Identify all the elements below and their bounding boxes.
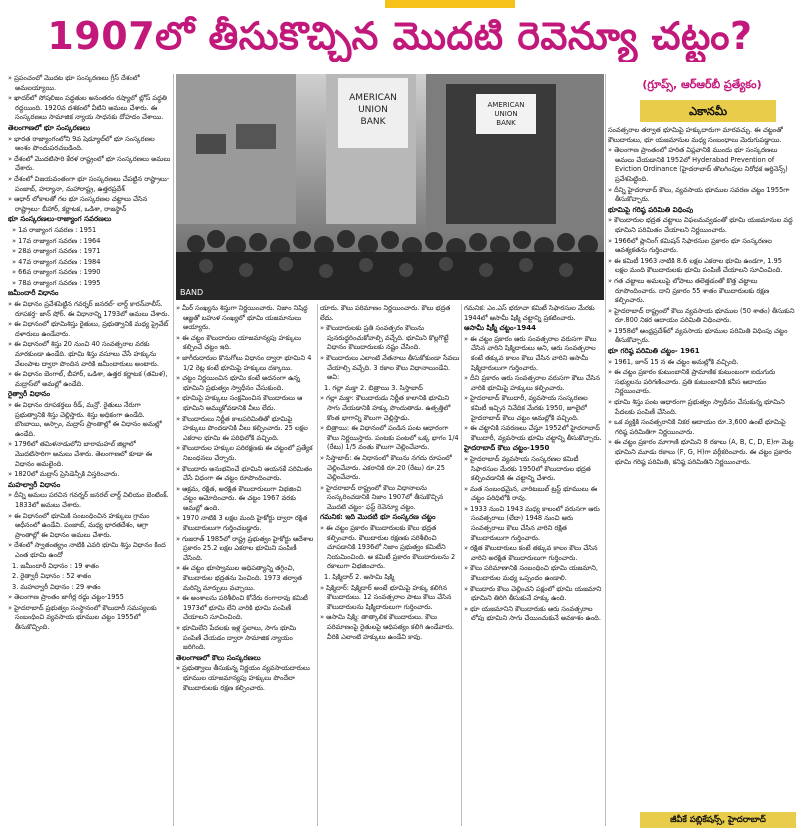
publisher-footer: జీవీకే పబ్లికేషన్స్, హైదరాబాద్ [640,812,796,828]
paragraph: » ఈ అంశాలను పరిశీలించి కోనేరు రంగారావు కమిటీ 1973లో భూమి లేని వారికి భూమి పంపిణీ చేయాలని సూచించింది. [176,594,316,623]
subheading: రైత్వారీ విధానం [8,390,51,399]
paragraph: 1. జమీందారీ విధానం : 19 శాతం [12,561,99,570]
subheading: భూ సంస్కరణలు-రాజ్యాంగ సవరణలు [8,215,112,224]
subheading: మహల్వారీ విధానం [8,480,61,489]
paragraph: యారు. కౌలు పరిమాణం నిర్ణయించారు. కౌలు భద్రత లేదు. [320,304,451,322]
paragraph: » హైదరాబాద్ ప్రభుత్వం సంస్థానంలో కౌలుదారీ సమస్యలకు సంబంధించి వ్యవసాయ భూముల చట్టం 1955లో తీసుకొచ్చింది. [8,604,172,633]
paragraph: » దీన్ని అమలు పరచిన గవర్నర్ జనరల్ లార్డ్ విలియం బెంటింక్. 1833లో అమలు చేశారు. [8,491,172,510]
text-column-5 [608,126,796,808]
subheading: ఆసామీ షిక్మీ చట్టం-1944 [464,324,536,333]
paragraph: » 1వ రాజ్యాంగ సవరణ : 1951 [12,225,97,234]
paragraph: » భూమిపై హక్కులు సంక్రమించిన కౌలుదారులు ఆ భూమిని అమ్ముకోవడానికి వీలు లేదు. [176,394,316,413]
paragraph: » సిస్తాబాద్: ఈ విధానంలో కౌలును నగదు రూపంలో చెల్లించేవారు. ఎకరానికి రూ.20 (రేటు) రూ.25 చెల్లించేవారు. [320,454,460,483]
paragraph: » తెలంగాణ ప్రాంతంలో హరిత విప్లవానికి ముందు భూ సంస్కరణలు అమలు చేయడానికి 1952లో Hyderabad Prevention of Eviction Ordinance (హైదరాబాద్ తొలగింపుల నిరోధక ఆర్డినెన్స్) ప్రవేశపెట్టింది. [608,146,796,184]
bank-photo-illustration [176,74,604,300]
paragraph: » 28వ రాజ్యాంగ సవరణ : 1971 [12,247,101,256]
paragraph: » ఆసామి షిక్మి: తాత్కాలిక కౌలుదారులు. కౌలు పరిమాణంపై రైతులపై ఆధిపత్యం కలిగి ఉండేవారు. వీరికి ఎలాంటి హక్కులు ఉండేవి కావు. [320,613,460,642]
subheading: భూమిపై గరిష్ఠ పరిమితి విధింపు [608,205,694,214]
paragraph: » దీన్ని హైదరాబాద్ కౌలు, వ్యవసాయ భూముల సవరణ చట్టం 1955గా తీసుకొచ్చారు. [608,186,796,205]
paragraph: » చట్టం నిర్ణయించిన భూమి కంటే అదనంగా ఉన్న భూమిని ప్రభుత్వం స్వాధీనం చేసుకుంది. [176,374,316,393]
paragraph: 1. షిక్మిదార్ 2. ఆసామి షిక్మి [324,573,395,582]
column-divider [461,304,462,826]
paragraph: » 1970 నాటికి 3 లక్షల మంది హైకోర్టు ద్వారా రక్షిత కౌలుదారులుగా గుర్తించబడ్డారు. [176,514,316,533]
paragraph: » ఈ విధానంలో శిస్తు 20 నుంచి 40 సంవత్సరాల వరకు మారకుండా ఉండేది. భూమి శిస్తు వసూలు చేసే హక్కును వేలంపాట ద్వారా పొందిన వారికి జమీందారులు అంటారు. [8,340,172,369]
paragraph: » 47వ రాజ్యాంగ సవరణ : 1984 [12,257,101,266]
paragraph: » భారత రాజ్యాంగంలోని 9వ షెడ్యూల్‌లో భూ సంస్కరణల అంశం పొందుపరచబడింది. [8,135,172,154]
bank-sign-2: AMERICAN UNION BANK [487,101,525,127]
paragraph: » హైదరాబాద్ వ్యవసాయ సంస్కరణల కమిటీ సిఫారసుల మేరకు 1950లో కౌలుదారుల భద్రత కల్పించడానికి ఈ చట్టాన్ని చేశారు. [464,455,604,484]
column-divider [173,74,174,826]
paragraph: » ఈ చట్టానికి సవరణలు చేస్తూ 1952లో హైదరాబాద్ కౌలుదారీ, వ్యవసాయ భూమి చట్టాన్ని తీసుకొచ్చారు. [464,424,604,443]
paragraph: » హైదరాబాద్ కౌలుదారీ, వ్యవసాయ సంస్కరణల కమిటీ ఇచ్చిన నివేదిక మేరకు 1950, జూలైలో హైదరాబాద్ కౌలు చట్టం అమల్లోకి వచ్చింది. [464,394,604,423]
paragraph: » దేశంలో మొదటిసారి కేరళ రాష్ట్రంలో భూ సంస్కరణలు అమలు చేశారు. [8,155,172,174]
paragraph: » మీర్ సంఖ్యను శిస్తుగా నిర్ణయించారు. నిజాం నిషిద్ధ ఆజ్ఞతో బహుళ సంఖ్యలో భూమి యజమానులు అయ్యారు. [176,304,316,333]
paragraph: » 17వ రాజ్యాంగ సవరణ : 1964 [12,236,101,245]
bank-run-photo [176,74,604,300]
paragraph: » ఖాదర్‌లో సోషలిజం పద్ధతుల అనంతరం రష్యాలో బ్లోస్ పద్ధతి రద్దయింది. 1920వ దశకంలో వీటిని అమలు చేశారు. ఈ సంస్కరణలు సామాజిక న్యాయ సాధనకు దోహదం చేశాయి. [8,94,172,123]
text-column-1 [8,74,172,826]
paragraph: » 1961, జూన్ 15 న ఈ చట్టం అమల్లోకి వచ్చింది. [608,358,796,368]
paragraph: » ఈ చట్టం ప్రకారం కౌలుదారులకు కౌలు భద్రత కల్పించారు. కౌలుదారుల రక్షణకు పరిశీలించి చూపడానికి 1936లో నిజాం ప్రభుత్వం కమిటీని నియమించింది. ఆ కమిటీ ప్రకారం కౌలుదారులను 2 రకాలుగా విభజించారు. [320,524,460,572]
paragraph: » ఈ విధానంలో భూమికి సంబంధించిన హక్కులు గ్రామం అధీనంలో ఉండేవి. పంజాబ్, మధ్య భారతదేశం, ఆగ్రా ప్రాంతాల్లో ఈ విధానం అమలు చేశారు. [8,512,172,541]
paragraph: » ఒక వ్యక్తికి సంవత్సరానికి నికర ఆదాయం రూ.3,600 ఉంటే భూమిపై గరిష్ఠ పరిమితిగా నిర్ణయించారు. [608,418,796,437]
paragraph: » ఈ విధానంలో భూమిశిస్తు రైతులు, ప్రభుత్వానికి మధ్య ప్రైవేట్ దళారులు ఉండేవారు. [8,320,172,339]
paragraph: » కౌలుదారులకు ప్రతి సంవత్సరం కౌలును పునరుద్ధరించుకోవాల్సి వచ్చేది. భూమిని కొల్లగొట్టే విధానం కౌలుదారులకు నష్టం చేసింది. [320,324,460,353]
paragraph: సంవత్సరాల తర్వాత భూమిపై హక్కుదారుగా మారవచ్చు. ఈ చట్టంతో కౌలుదారులు, భూ యజమానుల మధ్య సంబంధాలు మెరుగుపడ్డాయి. [608,126,783,144]
column-divider [317,304,318,826]
paragraph: » గుజరాత్ 1985లో రాష్ట్ర ప్రభుత్వం హైకోర్టు ఆదేశాల ప్రకారం 25.2 లక్షల ఎకరాల భూమిని పంపిణీ చేసింది. [176,535,316,564]
top-strip [0,0,800,8]
paragraph: గమనిక: ఎం.ఎస్ భరూచా కమిటీ సిఫారసుల మేరకు 1944లో ఆసామీ షిక్మి చట్టాన్ని ప్రకటించారు. [464,304,595,322]
bank-sign-1: AMERICAN UNION BANK [349,93,397,127]
paragraph: » భూమిలేని పేదలకు ఇళ్ల స్థలాలు, సాగు భూమి పంపిణీ చేయడం ద్వారా సామాజిక న్యాయం జరిగింది. [176,624,316,653]
headline: 1907లో తీసుకొచ్చిన మొదటి రెవెన్యూ చట్టం? [47,14,753,58]
subheading: హైదరాబాద్ కౌలు చట్టం-1950 [464,444,550,453]
paragraph: » 1966లో ప్లానింగ్ కమిషన్ సిఫారసుల ప్రకారం భూ సంస్కరణల ఆవశ్యకతను గుర్తించారు. [608,237,796,256]
paragraph: » కౌలుదారుల హక్కుల పరిరక్షణకు ఈ చట్టంలో ప్రత్యేక నిబంధనలు చేర్చారు. [176,444,316,463]
subheading: గమనిక: ఇది మొదటి భూ సంస్కరణ చట్టం [320,513,436,522]
paragraph: » కౌలుదారుల భద్రత చట్టాలు విఫలమవ్వడంతో భూమి యజమానుల వద్ద భూమిని పరిమితం చేయాలని నిర్ణయించారు. [608,216,796,235]
paragraph: » గల్లా మక్తా: కౌలుదారుడు నిర్ణీత కాలానికి భూమిని సాగు చేయడానికి హక్కు పొందుతాడు. ఉత్పత్తిలో కొంత భాగాన్ని కౌలుగా చెల్లిస్తాడు. [320,394,460,423]
paragraph: 1. గల్లా మక్తా 2. బిత్రాయి 3. సిస్తాబాద్ [324,383,423,392]
paragraph: » రక్షిత కౌలుదారులు కంటే తక్కువ కాలం కౌలు చేసిన వారిని అరక్షిత కౌలుదారులుగా గుర్తించారు. [464,544,604,563]
paragraph: » ఈ విధానం బెంగాల్, బీహార్, ఒడిశా, ఉత్తర కర్ణాటక (తమిళ), మద్రాస్‌లో అమల్లో ఉండేది. [8,370,172,389]
paragraph: 3. మహల్వారీ విధానం : 29 శాతం [12,582,101,591]
paragraph: » ఈ చట్టం ప్రకారం కుటుంబానికి ప్రామాణిక కుటుంబంగా ఐదుగురు సభ్యులను పరిగణించారు. ప్రతి కుటుంబానికి కనీస ఆదాయం నిర్ణయించారు. [608,368,796,397]
paragraph: » 1820లో మద్రాస్ ప్రెసిడెన్సీకి విస్తరించారు. [8,470,172,480]
subheading: తెలంగాణలో భూ సంస్కరణలు [8,123,90,132]
paragraph: » 1933 నుంచి 1943 మధ్య కాలంలో వరుసగా ఆరు సంవత్సరాలు (లేదా) 1948 నుంచి ఆరు సంవత్సరాలు కౌలు చేసిన వారిని రక్షిత కౌలుదారులుగా గుర్తించారు. [464,505,604,543]
paragraph: » దేశంలో స్వాతంత్య్రం నాటికి ఎవరి భూమి శిస్తు విధానం కింద ఎంత భూమి ఉందో [8,541,172,560]
paragraph: » భూ యజమానిని కౌలుదారుకు ఆరు సంవత్సరాల లోపు భూమిని సాగు చేయించుకునే అవకాశం ఉంది. [464,605,604,624]
photo-caption: BAND [180,288,204,297]
paragraph: » బిత్రాయి: ఈ విధానంలో పండిన పంట ఆధారంగా కౌలు నిర్ణయిస్తారు. పంటకు పంటలో ఒక్క భాగం 1/4 (రేటు) 1/5 వంతు కౌలుగా చెల్లించేవారు. [320,424,460,453]
paragraph: » ఈ విధానం ప్రవేశపెట్టిన గవర్నర్ జనరల్- లార్డ్ కారన్‌వాలీస్. రూపకర్త- జాన్ షోర్. ఈ విధానాన్ని 1793లో అమలు చేశారు. [8,300,172,319]
paragraph: » హైదరాబాద్ రాష్ట్రంలో కౌలు వ్యవసాయ భూముల (50 శాతం) తీసుకుని రూ.800 నికర ఆదాయం పరిమితి విధించారు. [608,307,796,326]
paragraph: » తెలంగాణ ప్రాంతం జాగీర్ల రద్దు చట్టం-1955 [8,593,172,603]
paragraph: » 1796లో తమిళనాడులోని బారామహల్ జిల్లాలో మొదటిసారిగా అమలు చేశారు. తెలంగాణలో కూడా ఈ విధానం అమలైంది. [8,440,172,469]
paragraph: » ప్రపంచంలో మొదట భూ సంస్కరణలు గ్రీస్ దేశంలో అమలయ్యాయి. [8,74,172,93]
paragraph: » 66వ రాజ్యాంగ సవరణ : 1990 [12,268,101,277]
paragraph: » దేశంలో విజయవంతంగా భూ సంస్కరణలు చేపట్టిన రాష్ట్రాలు- పంజాబ్, హర్యానా, మహారాష్ట్ర, ఉత్తరప్రదేశ్ [8,175,172,194]
paragraph: » ఆక్రమ, రక్షిత, అరక్షిత కౌలుదారులుగా విభజించి చట్టం ఆమోదించారు. ఈ చట్టం 1967 వరకు అమల్లో ఉంది. [176,485,316,514]
paragraph: » ఈ చట్టం ప్రకారం ఆరు సంవత్సరాల వరుసగా కౌలు చేసిన వారిని షిక్మిదారులు అని, ఆరు సంవత్సరాల కంటే తక్కువ కాలం కౌలు చేసిన వారిని ఆసామీ షిక్మిదారులుగా గుర్తించారు. [464,335,604,373]
paragraph: » ఈ కమిటీ 1963 నాటికి 8.6 లక్షల ఎకరాల భూమి ఉండగా, 1.95 లక్షల మంది కౌలుదారులకు భూమి పంపిణీ చేయాలని సూచించింది. [608,257,796,276]
paragraph: » దీని ప్రకారం ఆరు సంవత్సరాల వరుసగా కౌలు చేసిన వారికి భూమిపై హక్కులు కల్పించారు. [464,374,604,393]
paragraph: » ఈ చట్టం కౌలుదారుల యాజమాన్యపు హక్కులు కల్పించే చట్టం ఇది. [176,334,316,353]
paragraph: » జాగీరుదారుల కొనుగోలు విధానం ద్వారా భూమిని 4 1/2 రెట్ల కంటే భూమిపై హక్కులు దక్కాయి. [176,354,316,373]
paragraph: » ఈ చట్టం భూస్వాముల ఆధిపత్యాన్ని తగ్గించి, కౌలుదారుల భద్రతను పెంచింది. 1973 తర్వాత మరిన్ని మార్పులు వచ్చాయి. [176,564,316,593]
paragraph: » ఆధార్ లోకాలతో గల భూ సంస్కరణల చట్టాలు చేసిన రాష్ట్రాలు- బీహార్, కర్ణాటక, ఒడిశా, రాజస్థాన్ [8,195,172,214]
paragraph: » మత సంబంధమైన, చారిటబుల్ ట్రస్ట్ భూములు ఈ చట్టం పరిధిలోకి రావు. [464,485,604,504]
paragraph: » ఈ చట్టం ప్రకారం మాగాణి భూమిని 8 రకాలు (A, B, C, D, E)గా మెట్ట భూమిని మూడు రకాలు (F, G, H)గా వర్గీకరించారు. ఈ చట్టం ప్రకారం భూమి గరిష్ఠ పరిమితి, కనిష్ఠ పరిమితిని నిర్ణయించారు. [608,438,796,467]
paragraph: » ఈ విధానం రూపకర్తలు రీడ్, మన్రో. రైతులు నేరుగా ప్రభుత్వానికి శిస్తు చెల్లిస్తారు. శిస్తు అధికంగా ఉండేది. బొంబాయి, అస్సాం, మద్రాస్ ప్రాంతాల్లో ఈ విధానం అమల్లో ఉండేది. [8,401,172,439]
paragraph: » హైదరాబాద్ రాష్ట్రంలో కౌలు విధానాలను సంస్కరించడానికి నిజాం 1907లో తీసుకొచ్చిన మొదటి చట్టం- ఫస్ట్ రెవెన్యూ చట్టం. [320,484,460,513]
paragraph: » షిక్మిదార్: షిక్మిదార్ అంటే భూమిపై హక్కు కలిగిన కౌలుదారులు. 12 సంవత్సరాల పాటు కౌలు చేసిన కౌలుదారులను షిక్మిదారులుగా గుర్తించారు. [320,584,460,613]
text-column-4 [464,304,604,826]
paragraph: » భూమి శిస్తు పంట ఆధారంగా ప్రభుత్వం స్వాధీనం చేసుకున్న భూమిని పేదలకు పంపిణీ చేసింది. [608,398,796,417]
section-tab [385,0,515,8]
exam-tag: (గ్రూప్స్, ఆర్‌ఆర్‌బీ ప్రత్యేకం) [608,74,796,96]
paragraph: » గత చట్టాలు అమలుపై లోపాలు తలెత్తడంతో కొత్త చట్టాలు రూపొందించారు. దాని ప్రకారం 55 శాతం కౌలుదారులకు రక్షణ కల్పించారు. [608,277,796,306]
paragraph: » కౌలుదారు అనుభవించే భూమిని ఆయనకే పరిమితం చేసే విధంగా ఈ చట్టం రూపొందించారు. [176,465,316,484]
paragraph: » 78వ రాజ్యాంగ సవరణ : 1995 [12,278,101,287]
text-column-3 [320,304,460,826]
paragraph: » కౌలు పరిమాణానికి సంబంధించి భూమి యజమాని, కౌలుదారుల మధ్య ఒప్పందం ఉండాలి. [464,564,604,583]
paragraph: » ప్రభుత్వాలు తీసుకున్న నిర్ణయం వ్యవసాయదారులు భూముల యాజమాన్యపు హక్కులు పొందేలా కౌలుదారులకు రక్షణ కల్పించారు. [176,664,316,693]
paragraph: » కౌలుదారులు ఎలాంటి వేతనాలు తీసుకోకుండా సేవలు చేయాల్సి వచ్చేది. 3 రకాల కౌలు విధానాలుండేవి. అవి: [320,354,460,383]
subheading: తెలంగాణలో కౌలు సంస్కరణలు [176,653,261,662]
paragraph: » 1958లో ఆంధ్రప్రదేశ్‌లో వ్యవసాయ భూముల పరిమితి విధింపు చట్టం తీసుకొచ్చారు. [608,327,796,346]
section-label: ఎకానమీ [640,100,776,122]
text-column-2 [176,304,316,826]
paragraph: » కౌలుదారు కౌలు చెల్లించని పక్షంలో భూమి యజమాని భూమిని తిరిగి తీసుకునే హక్కు ఉంది. [464,585,604,604]
subheading: జమీందారీ విధానం [8,289,59,298]
column-divider [605,74,606,826]
paragraph: » కౌలుదారులు నిర్ణీత కాలపరిమితితో భూమిపై హక్కులు పొందడానికి వీలు కల్పించారు. 25 లక్షల ఎకరాల భూమి ఈ పరిధిలోకి వచ్చింది. [176,415,316,444]
paragraph: 2. రైత్వారీ విధానం : 52 శాతం [12,572,92,581]
subheading: భూ గరిష్ఠ పరిమితి చట్టం- 1961 [608,347,700,356]
